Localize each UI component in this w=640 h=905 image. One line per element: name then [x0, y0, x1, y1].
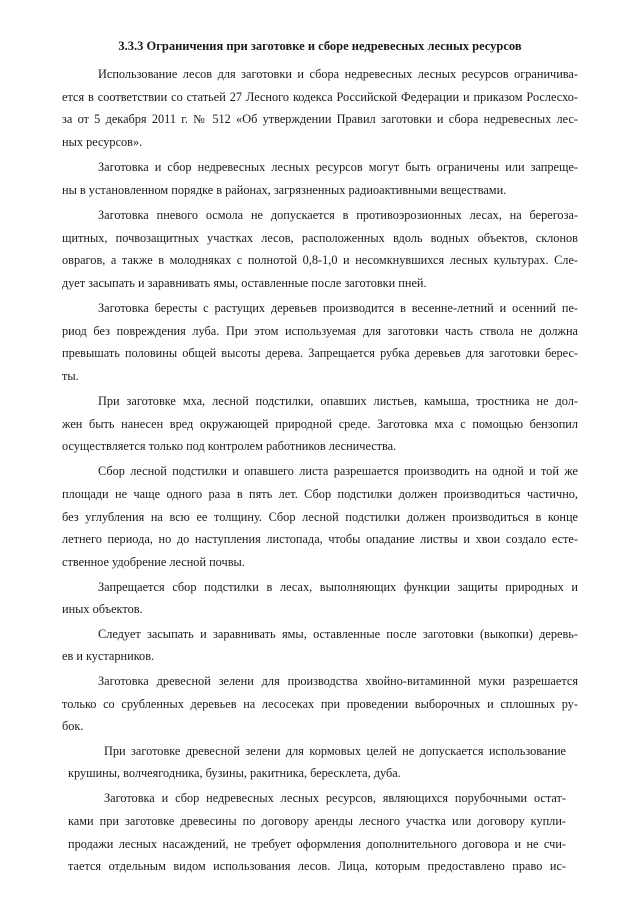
text-line: превышать половины общей высоты дерева. Запрещается рубка деревьев для заготовки берес- [62, 346, 578, 360]
text-line: ты. [62, 369, 79, 383]
text-line: Заготовка и сбор недревесных лесных ресурсов, являющихся порубочными остат- [104, 791, 566, 805]
text-line: оврагов, а также в молодняках с полнотой 0,8-1,0 и несомкнувшихся лесных культурах. Сле- [62, 253, 578, 267]
text-line: крушины, волчеягодника, бузины, ракитника, бересклета, дуба. [68, 766, 401, 780]
text-line: Запрещается сбор подстилки в лесах, выполняющих функции защиты природных и [98, 580, 578, 594]
text-line: иных объектов. [62, 602, 143, 616]
text-line: ных ресурсов». [62, 135, 143, 149]
text-line: продажи лесных насаждений, не требует оформления дополнительного договора и не счи- [68, 837, 566, 851]
section-heading: 3.3.3 Ограничения при заготовке и сборе недревесных лесных ресурсов [118, 39, 522, 53]
text-line: Заготовка бересты с растущих деревьев производится в весенне-летний и осенний пе- [98, 301, 578, 315]
text-line: Заготовка пневого осмола не допускается в противоэрозионных лесах, на берегоза- [98, 208, 578, 222]
text-line: Следует засыпать и заравнивать ямы, оставленные после заготовки (выкопки) деревь- [98, 627, 578, 641]
text-line: При заготовке древесной зелени для кормовых целей не допускается использование [104, 744, 566, 758]
text-line: щитных, почвозащитных участках лесов, расположенных вдоль водных объектов, склонов [62, 231, 578, 245]
text-line: риод без повреждения луба. При этом используемая для заготовки часть ствола не должна [62, 324, 578, 338]
text-line: без углубления на всю ее толщину. Сбор лесной подстилки должен производиться в конце [62, 510, 578, 524]
text-line: При заготовке мха, лесной подстилки, опавших листьев, камыша, тростника не дол- [98, 394, 578, 408]
text-line: тается отдельным видом использования лесов. Лица, которым предоставлено право ис- [68, 859, 566, 873]
text-line: площади не чаще одного раза в пять лет. Сбор подстилки должен производиться частично, [62, 487, 578, 501]
text-line: Сбор лесной подстилки и опавшего листа разрешается производить на одной и той же [98, 464, 578, 478]
text-line: Использование лесов для заготовки и сбора недревесных лесных ресурсов ограничива- [98, 67, 578, 81]
text-line: ны в установленном порядке в районах, загрязненных радиоактивными веществами. [62, 183, 507, 197]
text-line: ев и кустарников. [62, 649, 155, 663]
text-line: Заготовка древесной зелени для производства хвойно-витаминной муки разрешается [98, 674, 578, 688]
text-line: дует засыпать и заравнивать ямы, оставленные после заготовки пней. [62, 276, 427, 290]
text-line: летнего периода, но до наступления листопада, чтобы опадание листвы и хвои создало есте- [62, 532, 578, 546]
text-line: ками при заготовке древесины по договору аренды лесного участка или договору купли- [68, 814, 566, 828]
text-line: ственное удобрение лесной почвы. [62, 555, 245, 569]
text-line: Заготовка и сбор недревесных лесных ресурсов могут быть ограничены или запреще- [98, 160, 578, 174]
text-line: только со срубленных деревьев на лесосеках при проведении выборочных и сплошных ру- [62, 697, 578, 711]
text-line: ется в соответствии со статьей 27 Лесного кодекса Российской Федерации и приказом Рослесхо- [62, 90, 578, 104]
text-line: осуществляется только под контролем работников лесничества. [62, 439, 397, 453]
text-line: жен быть нанесен вред окружающей природной среде. Заготовка мха с помощью бензопил [62, 417, 578, 431]
text-line: за от 5 декабря 2011 г. № 512 «Об утверждении Правил заготовки и сбора недревесных лес- [62, 112, 578, 126]
text-line: бок. [62, 719, 84, 733]
